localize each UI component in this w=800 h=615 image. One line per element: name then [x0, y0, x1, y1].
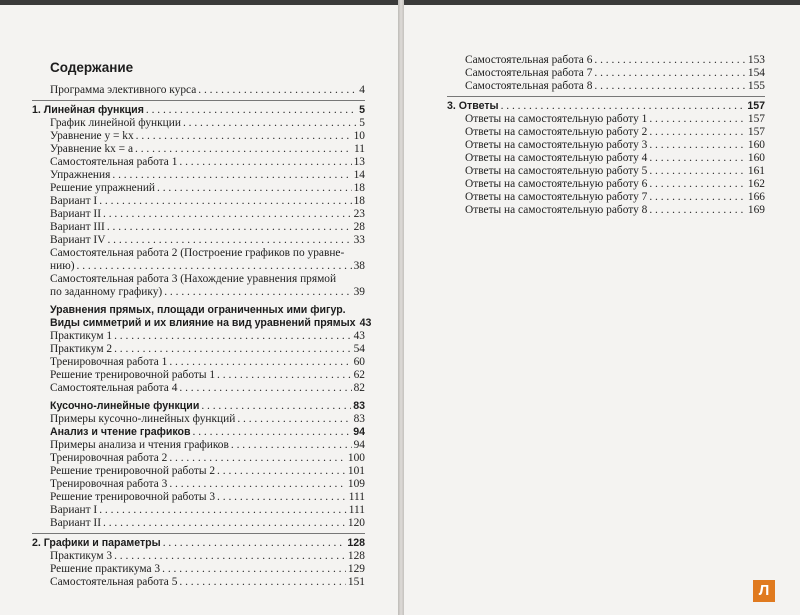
toc-page-number: 157 [747, 100, 765, 112]
toc-entry [447, 54, 765, 67]
toc-page-number: 154 [747, 67, 765, 79]
toc-page-number: 161 [747, 165, 765, 177]
dot-leader [107, 221, 352, 234]
toc-page-number: 151 [347, 576, 365, 588]
toc-row [465, 178, 765, 191]
toc-page-number: 33 [353, 234, 365, 246]
toc-page-number: 43 [353, 330, 365, 342]
toc-row [50, 84, 365, 97]
toc-row [50, 478, 365, 491]
toc-entry [32, 382, 365, 395]
dot-leader [107, 234, 351, 247]
toc-entry-label: Ответы на самостоятельную работу 4 [465, 152, 648, 164]
dot-leader [157, 182, 352, 195]
toc-entry-label: Самостоятельная работа 7 [465, 67, 593, 79]
dot-leader [649, 113, 746, 126]
toc-entry [32, 426, 365, 439]
toc-page-number: 28 [353, 221, 365, 233]
toc-entry [32, 413, 365, 426]
dot-leader [169, 452, 346, 465]
toc-page-number: 94 [353, 439, 365, 451]
toc-entry-label: Самостоятельная работа 6 [465, 54, 593, 66]
toc-entry-label: Тренировочная работа 3 [50, 478, 168, 490]
toc-entry-label: Уравнение kx = a [50, 143, 134, 155]
dot-leader [649, 191, 746, 204]
dot-leader [114, 343, 352, 356]
toc-row [50, 563, 365, 576]
toc-row [50, 356, 365, 369]
toc-entry-label: Решение тренировочной работы 1 [50, 369, 216, 381]
toc-entry [447, 191, 765, 204]
toc-row [465, 54, 765, 67]
toc-entry [32, 304, 372, 330]
dot-leader [217, 369, 352, 382]
toc-page-number: 4 [359, 84, 365, 96]
publisher-logo: Л [753, 580, 775, 602]
dot-leader [179, 382, 351, 395]
toc-row [50, 491, 365, 504]
toc-row [50, 156, 365, 169]
toc-row [50, 330, 365, 343]
toc-entry [447, 139, 765, 152]
dot-leader [112, 169, 351, 182]
toc-row [50, 413, 365, 426]
dot-leader [77, 260, 352, 273]
toc-row [50, 208, 365, 221]
dot-leader [103, 208, 352, 221]
toc-page-number: 82 [353, 382, 365, 394]
toc-page-number: 128 [347, 537, 365, 549]
toc-entry [447, 67, 765, 80]
toc-entry [32, 117, 365, 130]
toc-page-number: 166 [747, 191, 765, 203]
toc-page-number: 83 [353, 400, 365, 412]
dot-leader [217, 465, 346, 478]
toc-entry-label: Практикум 2 [50, 343, 113, 355]
toc-page-number: 128 [347, 550, 365, 562]
dot-leader [114, 550, 346, 563]
toc-entry-label: Вариант III [50, 221, 105, 233]
toc-page-number: 100 [347, 452, 365, 464]
toc-entry-label: Ответы на самостоятельную работу 1 [465, 113, 648, 125]
toc-entry [32, 478, 365, 491]
toc-entry [32, 84, 365, 97]
toc-entry [32, 221, 365, 234]
toc-page-number: 83 [353, 413, 365, 425]
toc-page-number: 13 [353, 156, 365, 168]
toc-entry [32, 330, 365, 343]
toc-page-number: 157 [747, 126, 765, 138]
toc-page-number: 109 [347, 478, 365, 490]
dot-leader [231, 439, 352, 452]
toc-entry [32, 439, 365, 452]
dot-leader [594, 80, 746, 93]
toc-entry-label: Тренировочная работа 2 [50, 452, 168, 464]
dot-leader [217, 491, 347, 504]
dot-leader [594, 67, 746, 80]
toc-row [447, 100, 765, 113]
dot-leader [162, 563, 346, 576]
toc-page-number: 43 [359, 317, 372, 329]
toc-page-number: 14 [353, 169, 365, 181]
toc-page-number: 162 [747, 178, 765, 190]
toc-page-number: 160 [747, 152, 765, 164]
toc-page-number: 23 [353, 208, 365, 220]
toc-entry [32, 273, 365, 299]
toc-entry [32, 356, 365, 369]
toc-entry-label: Упражнения [50, 169, 111, 181]
dot-leader [649, 126, 746, 139]
toc-entry [32, 156, 365, 169]
toc-entry-label: Вариант II [50, 208, 102, 220]
toc-row [50, 195, 365, 208]
dot-leader [99, 504, 347, 517]
dot-leader [193, 426, 352, 439]
toc-entry [32, 550, 365, 563]
toc-page-number: 155 [747, 80, 765, 92]
toc-entry [447, 204, 765, 217]
toc-entry-label: Тренировочная работа 1 [50, 356, 168, 368]
toc-entry-label: Ответы на самостоятельную работу 3 [465, 139, 648, 151]
toc-entry-label: Вариант II [50, 517, 102, 529]
toc-entry [32, 491, 365, 504]
toc-entry [32, 169, 365, 182]
toc-entry [32, 195, 365, 208]
toc-page-number: 129 [347, 563, 365, 575]
toc-row [465, 126, 765, 139]
toc-row [50, 426, 365, 439]
toc-row [50, 369, 365, 382]
toc-page-number: 5 [359, 117, 365, 129]
toc-heading: Содержание [50, 60, 134, 75]
toc-entry-label: по заданному графику) [50, 286, 163, 298]
toc-row [465, 165, 765, 178]
toc-entry [32, 130, 365, 143]
toc-row [50, 452, 365, 465]
toc-page-number: 111 [348, 491, 365, 503]
toc-row [50, 182, 365, 195]
toc-page-number: 60 [353, 356, 365, 368]
toc-entry-label: Решение практикума 3 [50, 563, 161, 575]
toc-entry-label: Уравнение y = kx [50, 130, 134, 142]
toc-row [50, 550, 365, 563]
toc-entry [32, 182, 365, 195]
toc-row [50, 260, 365, 273]
dot-leader [237, 413, 351, 426]
toc-entry [447, 126, 765, 139]
toc-entry-label: Анализ и чтение графиков [50, 426, 191, 438]
dot-leader [179, 576, 346, 589]
toc-entry-label: Самостоятельная работа 5 [50, 576, 178, 588]
toc-entry-label: Кусочно-линейные функции [50, 400, 200, 412]
toc-row [50, 465, 365, 478]
dot-leader [201, 400, 351, 413]
toc-row [50, 504, 365, 517]
dot-leader [99, 195, 351, 208]
dot-leader [183, 117, 357, 130]
toc-entry [32, 143, 365, 156]
toc-page-number: 153 [747, 54, 765, 66]
toc-page-number: 11 [354, 143, 365, 155]
dot-leader [164, 286, 351, 299]
toc-row [465, 152, 765, 165]
toc-entry-label: Самостоятельная работа 8 [465, 80, 593, 92]
toc-entry [32, 234, 365, 247]
toc-page-number: 94 [353, 426, 365, 438]
toc-entry-label: Решение тренировочной работы 3 [50, 491, 216, 503]
toc-row [50, 221, 365, 234]
toc-entry [447, 80, 765, 93]
dot-leader [103, 517, 346, 530]
dot-leader [114, 330, 352, 343]
toc-page-number: 38 [353, 260, 365, 272]
toc-page-number: 101 [347, 465, 365, 477]
toc-entry-label: Практикум 3 [50, 550, 113, 562]
dot-leader [136, 130, 352, 143]
toc-row [465, 139, 765, 152]
toc-row [50, 169, 365, 182]
toc-entry-text: Самостоятельная работа 2 (Построение графиков по уравне- [50, 247, 345, 259]
toc-entry [32, 576, 365, 589]
toc-entry-text: Уравнения прямых, площади ограниченных ими фигур. [50, 304, 346, 316]
toc-entry-label: нию) [50, 260, 75, 272]
dot-leader [649, 152, 746, 165]
toc-row [465, 80, 765, 93]
toc-entry-label: Самостоятельная работа 4 [50, 382, 178, 394]
toc-row [50, 234, 365, 247]
dot-leader [135, 143, 352, 156]
toc-row [50, 517, 365, 530]
toc-entry [32, 465, 365, 478]
toc-entry-label: Ответы на самостоятельную работу 5 [465, 165, 648, 177]
toc-entry [32, 504, 365, 517]
dot-leader [179, 156, 351, 169]
toc-entry-label: Программа элективного курса [50, 84, 197, 96]
toc-entry [32, 247, 365, 273]
toc-entry-label: Ответы на самостоятельную работу 7 [465, 191, 648, 203]
toc-entry-label: Вариант I [50, 504, 98, 516]
toc-row [50, 117, 365, 130]
toc-row [50, 382, 365, 395]
toc-page-number: 111 [348, 504, 365, 516]
toc-entry-label: Виды симметрий и их влияние на вид уравнений прямых [50, 317, 356, 329]
toc-entry-label: Решение упражнений [50, 182, 156, 194]
toc-entry-label: График линейной функции [50, 117, 181, 129]
toc-row [50, 439, 365, 452]
toc-page-number: 5 [359, 104, 365, 116]
toc-page-number: 39 [353, 286, 365, 298]
toc-page-number: 120 [347, 517, 365, 529]
toc-entry-label: Примеры кусочно-линейных функций [50, 413, 236, 425]
toc-entry-label: 1. Линейная функция [32, 104, 144, 116]
toc-entry [447, 96, 765, 113]
toc-row [32, 537, 365, 550]
toc-page-number: 54 [353, 343, 365, 355]
toc-row [50, 400, 365, 413]
toc-entry-label: Вариант I [50, 195, 98, 207]
dot-leader [501, 100, 746, 113]
toc-row [50, 130, 365, 143]
dot-leader [649, 204, 746, 217]
toc-right [447, 54, 765, 217]
toc-entry [32, 533, 365, 550]
toc-entry-label: Ответы на самостоятельную работу 6 [465, 178, 648, 190]
toc-page-number: 157 [747, 113, 765, 125]
toc-row [465, 204, 765, 217]
dot-leader [198, 84, 357, 97]
toc-page-number: 18 [353, 182, 365, 194]
toc-entry-label: Ответы на самостоятельную работу 8 [465, 204, 648, 216]
toc-entry-label: 3. Ответы [447, 100, 499, 112]
toc-right-list [447, 54, 765, 217]
toc-page-number: 160 [747, 139, 765, 151]
toc-page-number: 62 [353, 369, 365, 381]
toc-entry-label: Самостоятельная работа 1 [50, 156, 178, 168]
toc-row [32, 104, 365, 117]
toc-entry [447, 152, 765, 165]
toc-entry [447, 113, 765, 126]
toc-entry [32, 400, 365, 413]
dot-leader [594, 54, 746, 67]
dot-leader [163, 537, 346, 550]
toc-page-number: 10 [353, 130, 365, 142]
toc-row [465, 113, 765, 126]
toc-row [465, 67, 765, 80]
toc-entry-label: Примеры анализа и чтения графиков [50, 439, 229, 451]
toc-left-list [32, 84, 372, 589]
toc-entry [32, 100, 365, 117]
toc-entry-label: Решение тренировочной работы 2 [50, 465, 216, 477]
toc-entry [32, 208, 365, 221]
toc-row [50, 286, 365, 299]
toc-row [50, 317, 372, 330]
toc-entry [32, 343, 365, 356]
toc-entry [32, 563, 365, 576]
toc-row [50, 576, 365, 589]
toc-left [32, 60, 372, 589]
toc-entry-label: Практикум 1 [50, 330, 113, 342]
toc-row [465, 191, 765, 204]
toc-entry [447, 178, 765, 191]
toc-entry [32, 517, 365, 530]
toc-entry [32, 452, 365, 465]
toc-entry-label: Ответы на самостоятельную работу 2 [465, 126, 648, 138]
dot-leader [169, 478, 346, 491]
toc-entry-label: Вариант IV [50, 234, 106, 246]
dot-leader [649, 139, 746, 152]
dot-leader [649, 178, 746, 191]
dot-leader [649, 165, 746, 178]
dot-leader [169, 356, 351, 369]
toc-page-number: 169 [747, 204, 765, 216]
toc-entry [32, 369, 365, 382]
dot-leader [146, 104, 357, 117]
toc-entry [447, 165, 765, 178]
toc-entry-text: Самостоятельная работа 3 (Нахождение уравнения прямой [50, 273, 337, 285]
toc-entry-label: 2. Графики и параметры [32, 537, 161, 549]
toc-row [50, 143, 365, 156]
toc-page-number: 18 [353, 195, 365, 207]
toc-row [50, 343, 365, 356]
